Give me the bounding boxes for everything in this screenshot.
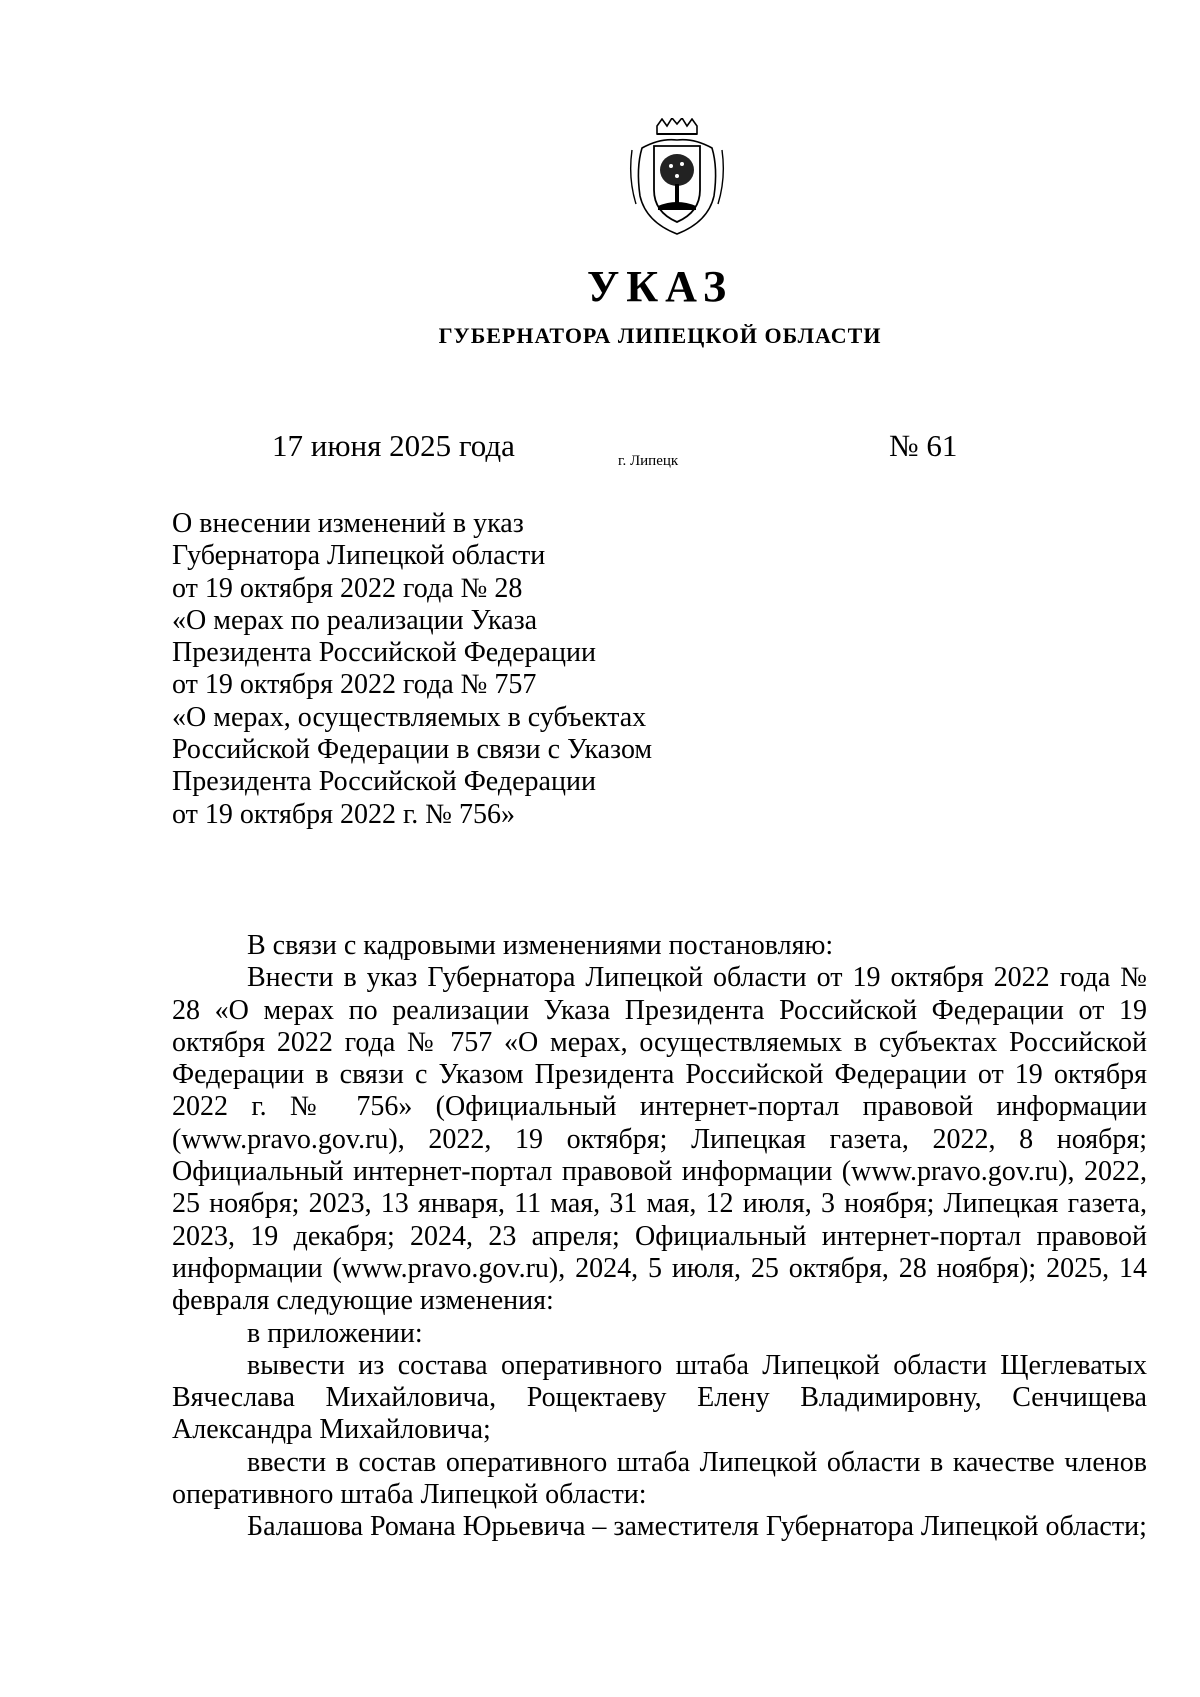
body-paragraph-remove-members: вывести из состава оперативного штаба Липецкой области Щеглеватых Вячеслава Михайловича, Рощектаеву Елену Владимировну, Сенчищева Александра Михайловича;	[172, 1349, 1147, 1446]
subject-line: «О мерах, осуществляемых в субъектах	[172, 701, 647, 733]
document-date: 17 июня 2025 года	[272, 428, 515, 463]
document-number: № 61	[889, 428, 958, 463]
document-type-title: УКАЗ	[586, 262, 734, 311]
body-paragraph-preamble: В связи с кадровыми изменениями постановляю:	[247, 930, 834, 961]
body-paragraph-appendix: в приложении:	[247, 1317, 423, 1349]
body-paragraph-add-members: ввести в состав оперативного штаба Липецкой области в качестве членов оперативного штаба Липецкой области:	[172, 1446, 1147, 1511]
document-subject	[172, 508, 812, 831]
subject-line: Российской Федерации в связи с Указом	[172, 734, 653, 766]
subject-line: от 19 октября 2022 г. № 756»	[172, 798, 516, 830]
subject-line: от 19 октября 2022 года № 28	[172, 572, 523, 604]
subject-line: О внесении изменений в указ	[172, 508, 524, 539]
document-place: г. Липецк	[618, 453, 679, 469]
subject-line: «О мерах по реализации Указа	[172, 604, 538, 636]
coat-of-arms-emblem	[624, 118, 730, 240]
subject-line: от 19 октября 2022 года № 757	[172, 669, 537, 701]
body-paragraph-new-member: Балашова Романа Юрьевича – заместителя Губернатора Липецкой области;	[247, 1511, 1147, 1543]
issuing-authority: ГУБЕРНАТОРА ЛИПЕЦКОЙ ОБЛАСТИ	[438, 323, 882, 348]
document-body	[172, 930, 1147, 1544]
body-paragraph-amendment: Внести в указ Губернатора Липецкой области от 19 октября 2022 года № 28 «О мерах по реализации Указа Президента Российской Федерации от 19 октября 2022 года № 757 «О мерах, осуществляемых в субъектах Российской Федерации в связи с Указом Президента Российской Федерации от 19 октября 2022 г. № 756» (Официальный интернет-портал правовой информации (www.pravo.gov.ru), 2022, 19 октября; Липецкая газета, 2022, 8 ноября; Официальный интернет-портал правовой информации (www.pravo.gov.ru), 2022, 25 ноября; 2023, 13 января, 11 мая, 31 мая, 12 июля, 3 ноября; Липецкая газета, 2023, 19 декабря; 2024, 23 апреля; Официальный интернет-портал правовой информации (www.pravo.gov.ru), 2024, 5 июля, 25 октября, 28 ноября); 2025, 14 февраля следующие изменения:	[172, 962, 1147, 1317]
subject-line: Президента Российской Федерации	[172, 637, 596, 669]
subject-line: Президента Российской Федерации	[172, 766, 596, 798]
subject-line: Губернатора Липецкой области	[172, 540, 546, 572]
